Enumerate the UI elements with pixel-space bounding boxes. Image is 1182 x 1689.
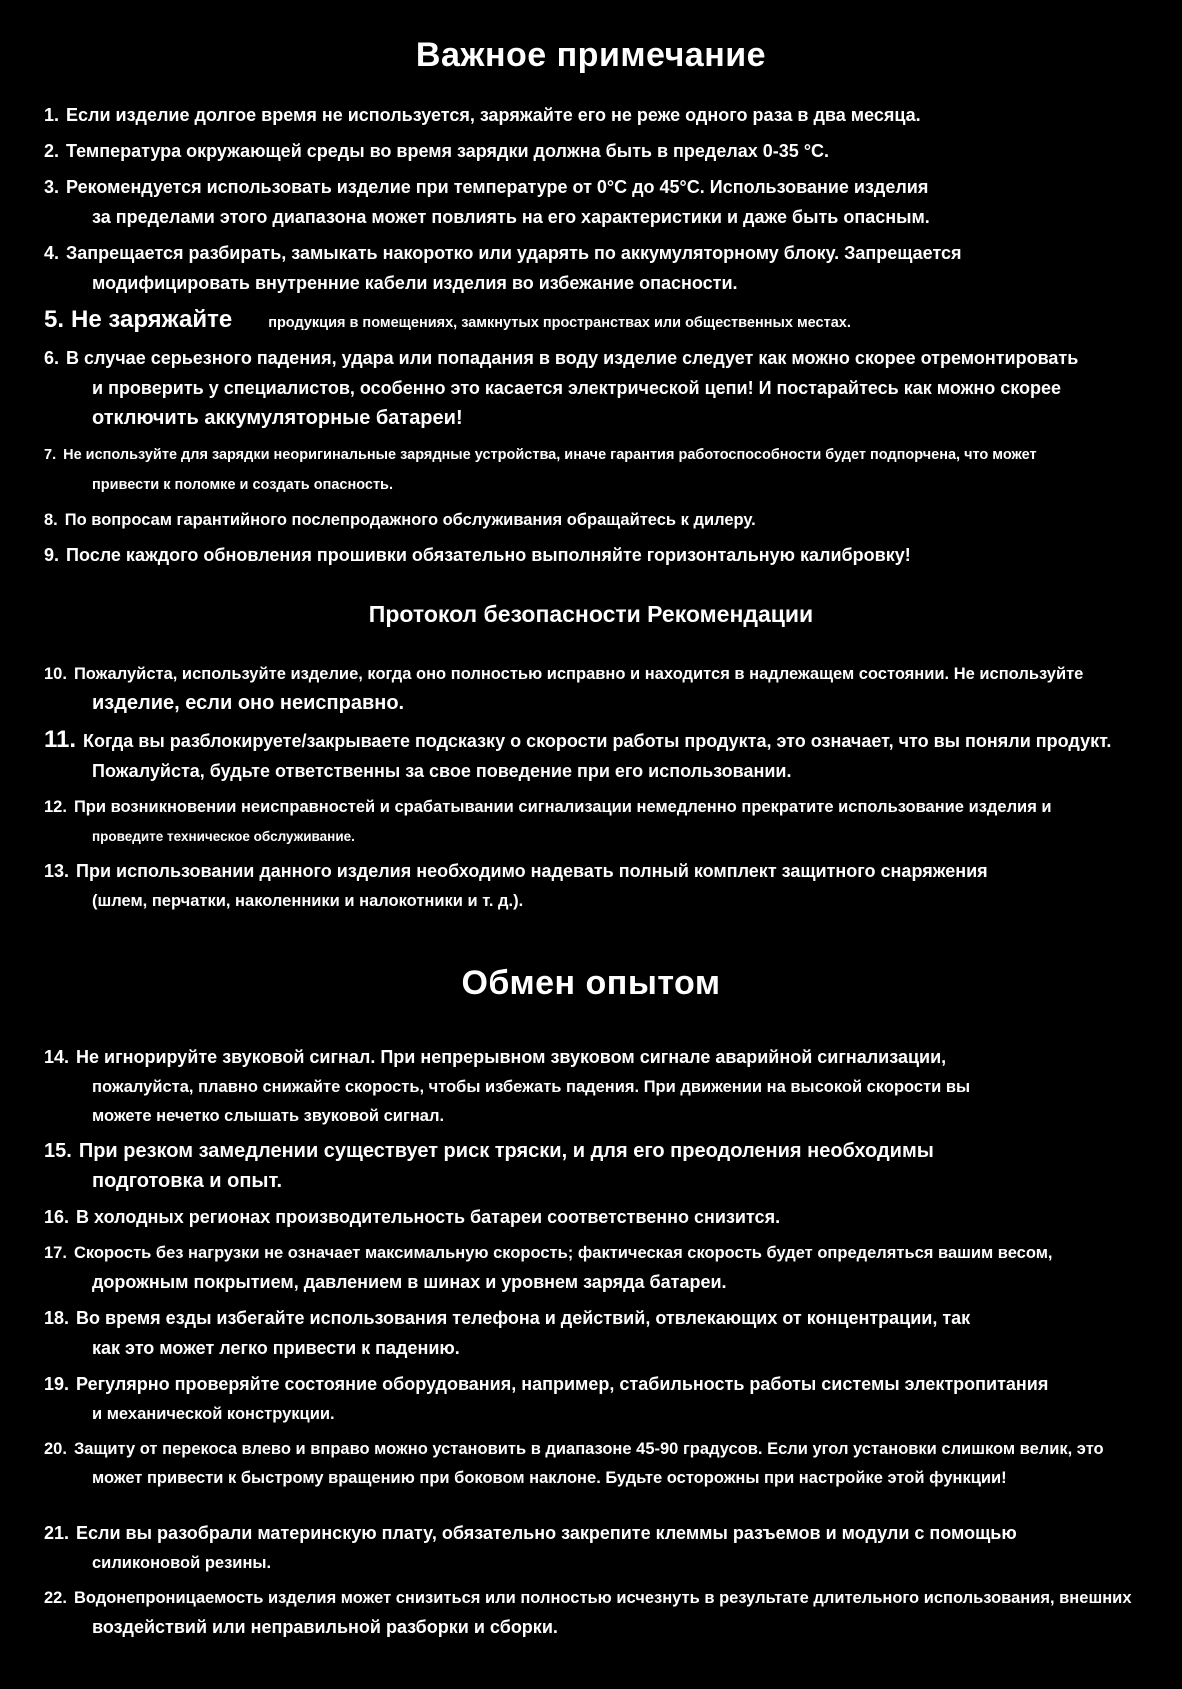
item-text: привести к поломке и создать опасность. — [92, 477, 394, 493]
item-number: 20. — [44, 1440, 67, 1458]
item-line — [44, 1167, 1138, 1197]
item-text: может привести к быстрому вращению при боковом наклоне. Будьте осторожны при настройке этой функции! — [92, 1469, 1007, 1487]
item-text: В случае серьезного падения, удара или попадания в воду изделие следует как можно скорее отремонтировать — [66, 348, 1079, 368]
item-line — [44, 1137, 1138, 1167]
item-line — [44, 404, 1138, 434]
item-number: 21. — [44, 1523, 70, 1543]
item-line — [44, 1043, 1138, 1073]
item-text: При возникновении неисправностей и срабатывании сигнализации немедленно прекратите использование изделия и — [73, 798, 1052, 816]
item-number: 5. — [44, 306, 65, 333]
item-text: (шлем, перчатки, наколенники и налокотники и т. д.). — [92, 892, 524, 910]
item-text: Запрещается разбирать, замыкать накоротко или ударять по аккумуляторному блоку. Запрещается — [66, 243, 962, 263]
item-line — [44, 1102, 1138, 1131]
item-text: Пожалуйста, будьте ответственны за свое поведение при его использовании. — [92, 761, 792, 781]
item-text: При резком замедлении существует риск тряски, и для его преодоления необходимы — [78, 1140, 934, 1162]
item-line — [44, 1073, 1138, 1102]
item-number: 13. — [44, 861, 70, 881]
item-line — [44, 725, 1138, 757]
item-line — [44, 1203, 1138, 1233]
item-text: Защиту от перекоса влево и вправо можно установить в диапазоне 45-90 градусов. Если угол установки слишком велик, это — [73, 1440, 1104, 1458]
item-line — [44, 689, 1138, 719]
item-line — [44, 1613, 1138, 1643]
item-text: После каждого обновления прошивки обязательно выполняйте горизонтальную калибровку! — [66, 545, 911, 565]
note-item-1 — [44, 101, 1138, 131]
item-text: Если вы разобрали материнскую плату, обязательно закрепите клеммы разъемов и модули с помощью — [76, 1523, 1017, 1543]
item-line — [44, 541, 1138, 571]
note-item-13 — [44, 857, 1138, 916]
note-item-20 — [44, 1435, 1138, 1493]
item-text: как это может легко привести к падению. — [92, 1338, 460, 1358]
note-item-4 — [44, 239, 1138, 299]
item-line — [44, 857, 1138, 887]
item-number: 17. — [44, 1244, 67, 1262]
note-item-15 — [44, 1137, 1138, 1197]
item-line — [44, 660, 1138, 689]
note-item-12 — [44, 793, 1138, 851]
item-text: Температура окружающей среды во время зарядки должна быть в пределах 0-35 °C. — [66, 141, 830, 161]
item-number: 12. — [44, 798, 67, 816]
item-line — [44, 1464, 1138, 1493]
item-number: 22. — [44, 1589, 67, 1607]
item-text: проведите техническое обслуживание. — [92, 829, 355, 844]
note-item-14 — [44, 1043, 1138, 1131]
note-item-8 — [44, 506, 1138, 535]
item-text: Во время езды избегайте использования телефона и действий, отвлекающих от концентрации, так — [76, 1308, 971, 1328]
item-number: 16. — [44, 1207, 70, 1227]
item-number: 11. — [44, 726, 77, 753]
item-line — [44, 440, 1138, 470]
item-line — [44, 1519, 1138, 1549]
item-text: Скорость без нагрузки не означает максимальную скорость; фактическая скорость будет определяться вашим весом, — [73, 1244, 1053, 1262]
item-line — [44, 1584, 1138, 1613]
note-item-2 — [44, 137, 1138, 167]
item-text: пожалуйста, плавно снижайте скорость, чтобы избежать падения. При движении на высокой скорости вы — [92, 1078, 971, 1096]
item-text: продукция в помещениях, замкнутых пространствах или общественных местах. — [268, 315, 851, 331]
item-line — [44, 1549, 1138, 1578]
note-item-3 — [44, 173, 1138, 233]
item-line — [44, 1334, 1138, 1364]
item-text: силиконовой резины. — [92, 1554, 272, 1572]
item-line — [44, 101, 1138, 131]
note-item-6 — [44, 344, 1138, 434]
item-text: и механической конструкции. — [92, 1405, 335, 1423]
item-number: 9. — [44, 545, 60, 565]
item-text: модифицировать внутренние кабели изделия во избежание опасности. — [92, 273, 738, 293]
item-number: 19. — [44, 1374, 70, 1394]
item-line — [44, 269, 1138, 299]
note-item-11 — [44, 725, 1138, 787]
item-text: В холодных регионах производительность батареи соответственно снизится. — [76, 1207, 781, 1227]
item-line — [44, 1400, 1138, 1429]
item-line — [44, 887, 1138, 916]
item-text: подготовка и опыт. — [92, 1170, 283, 1192]
item-line — [44, 239, 1138, 269]
item-text: Рекомендуется использовать изделие при температуре от 0°C до 45°C. Использование изделия — [66, 177, 929, 197]
item-text: Если изделие долгое время не используется, заряжайте его не реже одного раза в два месяца. — [66, 105, 921, 125]
note-item-9 — [44, 541, 1138, 571]
item-line — [44, 1304, 1138, 1334]
item-text: Регулярно проверяйте состояние оборудования, например, стабильность работы системы электропитания — [76, 1374, 1049, 1394]
item-number: 3. — [44, 177, 60, 197]
item-text: При использовании данного изделия необходимо надевать полный комплект защитного снаряжения — [76, 861, 988, 881]
item-line — [44, 1239, 1138, 1268]
item-text: Пожалуйста, используйте изделие, когда оно полностью исправно и находится в надлежащем состоянии. Не используйте — [73, 665, 1084, 683]
item-number: 18. — [44, 1308, 70, 1328]
section-title-experience: Обмен опытом — [461, 964, 721, 1002]
note-item-21 — [44, 1519, 1138, 1578]
document-body — [44, 36, 1138, 1643]
item-number: 4. — [44, 243, 60, 263]
item-text: отключить аккумуляторные батареи! — [92, 407, 463, 429]
item-text: Не игнорируйте звуковой сигнал. При непрерывном звуковом сигнале аварийной сигнализации, — [76, 1047, 947, 1067]
item-number: 6. — [44, 348, 60, 368]
item-text: дорожным покрытием, давлением в шинах и уровнем заряда батареи. — [92, 1272, 727, 1292]
item-number: 15. — [44, 1140, 72, 1162]
item-text: Не используйте для зарядки неоригинальные зарядные устройства, иначе гарантия работоспособности будет подпорчена, что может — [63, 447, 1037, 463]
item-text: Не заряжайте — [71, 306, 233, 333]
note-item-22 — [44, 1584, 1138, 1643]
item-text: Когда вы разблокируете/закрываете подсказку о скорости работы продукта, это означает, что вы поняли продукт. — [83, 731, 1112, 751]
note-item-17 — [44, 1239, 1138, 1298]
item-line — [44, 203, 1138, 233]
item-text: изделие, если оно неисправно. — [92, 692, 405, 714]
item-text: и проверить у специалистов, особенно это касается электрической цепи! И постарайтесь как можно скорее — [92, 378, 1062, 398]
item-line — [44, 344, 1138, 374]
item-number: 10. — [44, 665, 67, 683]
item-line — [44, 470, 1138, 500]
item-line — [44, 1435, 1138, 1464]
item-number: 1. — [44, 105, 60, 125]
item-number: 7. — [44, 447, 57, 463]
item-text: Водонепроницаемость изделия может снизиться или полностью исчезнуть в результате длительного использования, внешних — [73, 1589, 1132, 1607]
item-line — [44, 173, 1138, 203]
note-item-16 — [44, 1203, 1138, 1233]
note-item-18 — [44, 1304, 1138, 1364]
section-title-safety-protocol: Протокол безопасности Рекомендации — [368, 601, 814, 627]
note-item-10 — [44, 660, 1138, 719]
note-item-19 — [44, 1370, 1138, 1429]
page-title: Важное примечание — [415, 36, 767, 74]
item-line — [44, 506, 1138, 535]
item-line — [44, 374, 1138, 404]
item-number: 8. — [44, 511, 58, 529]
note-item-5 — [44, 305, 1138, 338]
item-line — [44, 757, 1138, 787]
item-text: воздействий или неправильной разборки и сборки. — [92, 1617, 558, 1637]
item-line — [44, 1370, 1138, 1400]
item-number: 14. — [44, 1047, 70, 1067]
item-text: за пределами этого диапазона может повлиять на его характеристики и даже быть опасным. — [92, 207, 930, 227]
item-text: можете нечетко слышать звуковой сигнал. — [92, 1107, 445, 1125]
note-item-7 — [44, 440, 1138, 500]
item-line — [44, 822, 1138, 851]
item-line — [44, 137, 1138, 167]
item-line — [44, 793, 1138, 822]
item-line — [44, 305, 1138, 338]
item-line — [44, 1268, 1138, 1298]
item-number: 2. — [44, 141, 60, 161]
item-text: По вопросам гарантийного послепродажного обслуживания обращайтесь к дилеру. — [64, 511, 756, 529]
